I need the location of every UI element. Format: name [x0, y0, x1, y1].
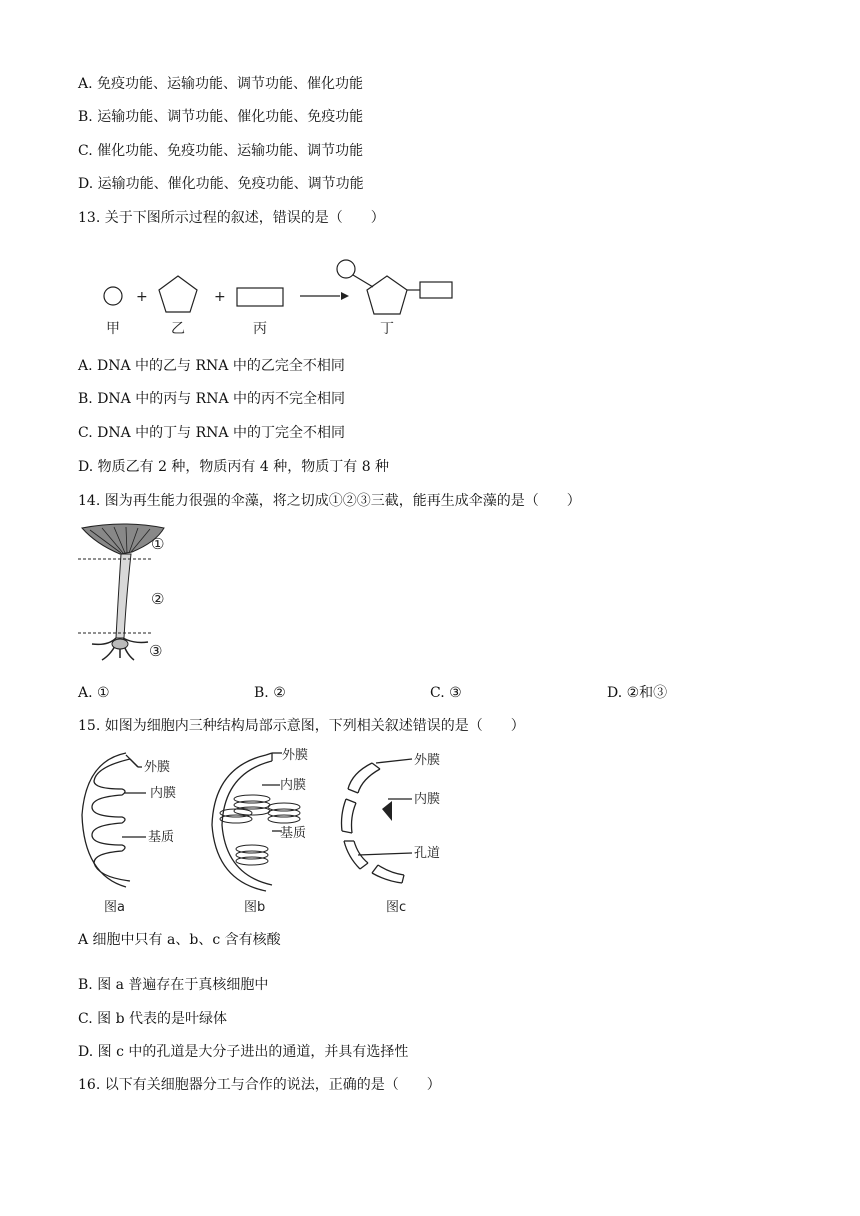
- q13-option-c: C. DNA 中的丁与 RNA 中的丁完全不相同: [78, 425, 345, 441]
- plus-sign-1: +: [136, 289, 148, 305]
- q15-option-a: A 细胞中只有 a、b、c 含有核酸: [78, 932, 281, 948]
- yi-pentagon: [159, 276, 197, 312]
- q13-figure: [90, 254, 470, 338]
- pore-marker: [382, 801, 392, 821]
- c-label-pore: 孔道: [414, 846, 441, 861]
- a-label-outer: 外膜: [144, 760, 171, 775]
- q13-option-a: A. DNA 中的乙与 RNA 中的乙完全不相同: [78, 358, 345, 374]
- a-label-matrix: 基质: [148, 830, 175, 845]
- q13-stem: 13. 关于下图所示过程的叙述，错误的是（ ）: [78, 210, 385, 226]
- a-caption: 图a: [104, 900, 125, 915]
- b-caption: 图b: [244, 900, 266, 915]
- q14-acetabularia-figure: [76, 520, 206, 668]
- q12-option-a: A. 免疫功能、运输功能、调节功能、催化功能: [78, 76, 364, 92]
- q14-option-d: D. ②和③: [607, 685, 668, 701]
- q14-option-c: C. ③: [430, 685, 462, 701]
- label-bing: 丙: [253, 321, 267, 337]
- q12-option-d: D. 运输功能、催化功能、免疫功能、调节功能: [78, 176, 364, 192]
- q14-option-b: B. ②: [254, 685, 286, 701]
- mitochondrion-diagram: [82, 753, 146, 887]
- b-label-outer: 外膜: [282, 748, 309, 763]
- ding-pentagon: [367, 276, 407, 314]
- q15-option-d: D. 图 c 中的孔道是大分子进出的通道，并具有选择性: [78, 1044, 409, 1060]
- jia-circle: [104, 287, 122, 305]
- q14-stem: 14. 图为再生能力很强的伞藻，将之切成①②③三截，能再生成伞藻的是（ ）: [78, 493, 581, 509]
- ding-rect: [420, 282, 452, 298]
- b-label-matrix: 基质: [280, 826, 307, 841]
- plus-sign-2: +: [214, 289, 226, 305]
- q15-option-c: C. 图 b 代表的是叶绿体: [78, 1011, 227, 1027]
- q13-option-d: D. 物质乙有 2 种，物质丙有 4 种，物质丁有 8 种: [78, 459, 390, 475]
- ding-circle: [337, 260, 355, 278]
- c-caption: 图c: [386, 900, 407, 915]
- q16-stem: 16. 以下有关细胞器分工与合作的说法，正确的是（ ）: [78, 1077, 441, 1093]
- q15-figure: [76, 745, 466, 920]
- a-label-inner: 内膜: [150, 786, 177, 801]
- nuclear-envelope-diagram: [342, 759, 413, 883]
- marker-2: ②: [151, 590, 165, 608]
- c-label-outer: 外膜: [414, 753, 441, 768]
- q15-stem: 15. 如图为细胞内三种结构局部示意图，下列相关叙述错误的是（ ）: [78, 718, 525, 734]
- q15-option-b: B. 图 a 普遍存在于真核细胞中: [78, 977, 269, 993]
- q14-option-a: A. ①: [78, 685, 110, 701]
- q13-option-b: B. DNA 中的丙与 RNA 中的丙不完全相同: [78, 391, 346, 407]
- label-yi: 乙: [171, 321, 185, 337]
- chloroplast-diagram: [212, 753, 300, 891]
- label-jia: 甲: [106, 321, 120, 337]
- marker-3: ③: [149, 642, 163, 660]
- label-ding: 丁: [380, 321, 394, 337]
- marker-1: ①: [151, 535, 165, 553]
- bing-rect: [237, 288, 283, 306]
- b-label-inner: 内膜: [280, 778, 307, 793]
- q12-option-c: C. 催化功能、免疫功能、运输功能、调节功能: [78, 143, 364, 159]
- c-label-inner: 内膜: [414, 792, 441, 807]
- q12-option-b: B. 运输功能、调节功能、催化功能、免疫功能: [78, 109, 364, 125]
